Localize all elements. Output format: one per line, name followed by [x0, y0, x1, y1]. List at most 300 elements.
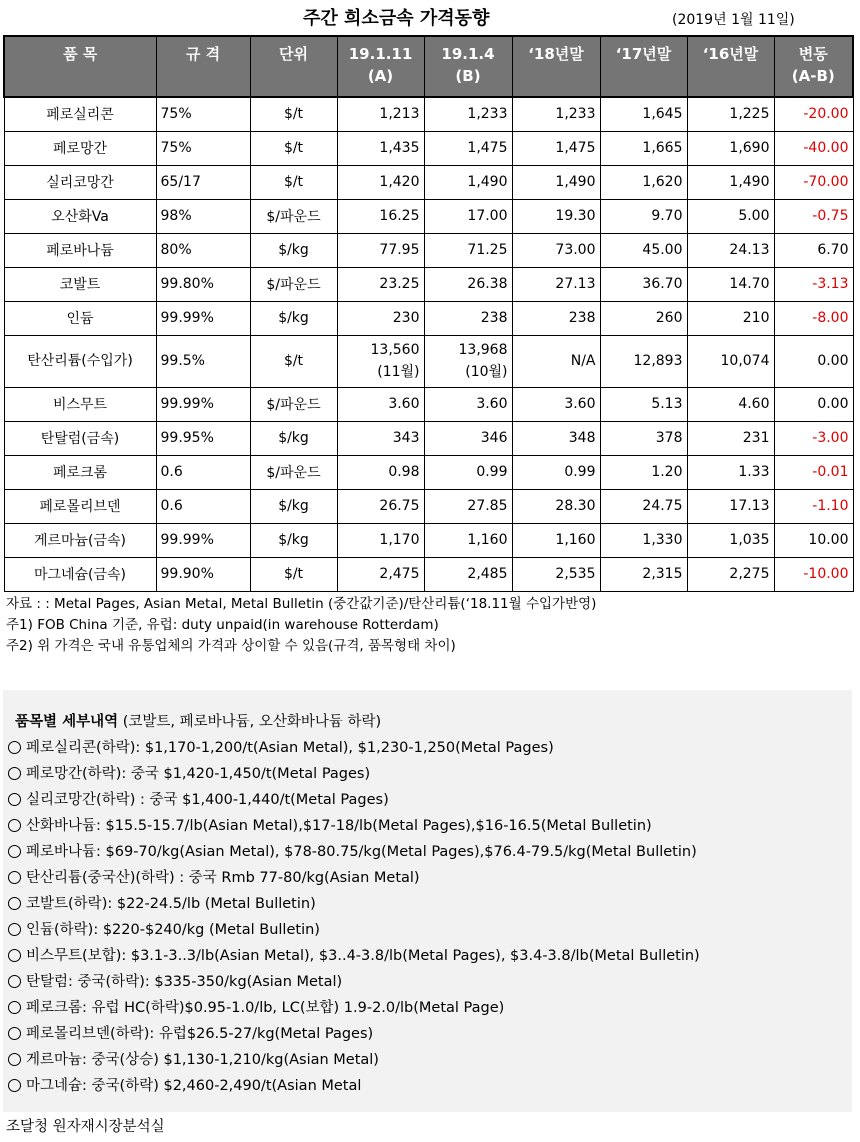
cell-price-b [424, 199, 512, 233]
cell-price-a-value: 23.25 [379, 276, 420, 292]
cell-spec [156, 455, 250, 489]
cell-price-b [424, 489, 512, 523]
cell-spec [156, 335, 250, 387]
cell-price-b-value: 1,233 [467, 106, 508, 123]
detail-item [8, 943, 700, 969]
cell-price-2016-value: 5.00 [738, 208, 770, 224]
column-header-line1: 19.1.11 [348, 45, 413, 63]
cell-item-name-value: 페로실리콘 [46, 107, 114, 124]
column-header-line1: 품 목 [63, 45, 98, 63]
cell-spec [156, 301, 250, 335]
cell-spec [156, 387, 250, 421]
cell-price-b-value: 26.38 [467, 276, 508, 292]
cell-change-value: -1.10 [812, 498, 849, 514]
cell-price-2018-value: 1,490 [555, 174, 596, 190]
cell-spec-value: 75% [160, 140, 192, 156]
cell-item-name [4, 489, 156, 523]
cell-price-2016-value: 4.60 [738, 396, 770, 412]
column-header-line2: (A) [367, 67, 394, 85]
cell-price-2018-value: 1,160 [555, 532, 596, 548]
cell-price-2018 [512, 455, 600, 489]
cell-price-2016-value: 1,490 [729, 174, 770, 190]
circle-bullet-icon [8, 1079, 21, 1092]
footer-org: 조달청 원자재시장분석실 [6, 1119, 165, 1135]
cell-price-b-value: 17.00 [467, 208, 508, 224]
cell-unit-value: $/t [283, 566, 304, 582]
detail-item [8, 969, 700, 995]
cell-change [774, 489, 853, 523]
cell-unit-value: $/파운드 [266, 465, 321, 481]
cell-spec [156, 199, 250, 233]
cell-price-2016-value: 14.70 [729, 276, 770, 292]
cell-spec-value: 99.99% [160, 310, 214, 326]
cell-price-2018-value: 0.99 [564, 464, 596, 480]
cell-spec-value: 75% [160, 106, 192, 123]
cell-price-2018 [512, 523, 600, 557]
cell-spec [156, 233, 250, 267]
cell-unit-value: $/t [283, 140, 304, 156]
cell-unit [250, 233, 337, 267]
table-row [4, 199, 853, 233]
table-row [4, 267, 853, 301]
cell-price-2017 [600, 131, 687, 165]
cell-change [774, 301, 853, 335]
cell-price-2017 [600, 301, 687, 335]
table-row [4, 131, 853, 165]
cell-item-name [4, 97, 156, 131]
cell-price-a-value: 2,475 [379, 566, 420, 582]
cell-price-2018 [512, 165, 600, 199]
cell-price-a [337, 489, 424, 523]
cell-item-name [4, 301, 156, 335]
cell-unit-value: $/kg [278, 430, 309, 446]
column-header [774, 36, 853, 97]
cell-price-b-value: 2,485 [467, 566, 508, 582]
cell-price-a [337, 233, 424, 267]
column-header [424, 36, 512, 97]
cell-change-value: -3.00 [812, 430, 849, 446]
detail-item [8, 891, 700, 917]
cell-price-2016 [687, 335, 774, 387]
column-header [687, 36, 774, 97]
circle-bullet-icon [8, 845, 21, 858]
cell-unit [250, 421, 337, 455]
cell-price-b-value: 3.60 [476, 396, 508, 412]
page-title: 주간 희소금속 가격동향 [303, 8, 490, 29]
cell-price-b-value: 1,475 [467, 140, 508, 156]
circle-bullet-icon [8, 1053, 21, 1066]
detail-list [8, 735, 700, 1099]
cell-price-a [337, 199, 424, 233]
cell-price-a [337, 267, 424, 301]
cell-price-a-value: 1,435 [379, 140, 420, 156]
cell-price-2018 [512, 421, 600, 455]
cell-spec-value: 99.90% [160, 566, 214, 582]
column-header [337, 36, 424, 97]
cell-change [774, 131, 853, 165]
cell-spec [156, 421, 250, 455]
cell-price-2018-value: 19.30 [555, 208, 596, 224]
cell-price-b [424, 301, 512, 335]
price-table [3, 35, 854, 592]
cell-spec [156, 97, 250, 131]
cell-change [774, 523, 853, 557]
column-header-line1: ‘17년말 [615, 45, 672, 63]
table-row [4, 455, 853, 489]
detail-title [15, 710, 381, 731]
cell-price-b-value: 1,160 [467, 532, 508, 548]
table-row [4, 97, 853, 131]
cell-price-2016-value: 1.33 [738, 464, 770, 480]
cell-spec-value: 98% [160, 208, 192, 224]
cell-spec [156, 557, 250, 591]
cell-price-2017 [600, 387, 687, 421]
detail-title-rest: (코발트, 페로바나듐, 오산화바나듐 하락) [118, 714, 382, 730]
cell-price-2017-value: 2,315 [642, 566, 683, 582]
cell-spec-value: 99.95% [160, 430, 214, 446]
cell-change [774, 387, 853, 421]
cell-change-value: -20.00 [803, 106, 849, 123]
cell-unit [250, 165, 337, 199]
cell-price-b [424, 131, 512, 165]
detail-item-text: 인듐(하락): $220-$240/kg (Metal Bulletin) [26, 922, 320, 938]
cell-price-b [424, 421, 512, 455]
cell-price-2016-value: 24.13 [729, 242, 770, 258]
detail-item [8, 917, 700, 943]
table-row [4, 557, 853, 591]
cell-price-2016-value: 1,690 [729, 140, 770, 156]
table-body [4, 97, 853, 591]
cell-price-2018-value: 348 [568, 430, 596, 446]
circle-bullet-icon [8, 1001, 21, 1014]
cell-change-value: 6.70 [817, 242, 849, 258]
cell-unit [250, 523, 337, 557]
cell-price-2017-value: 1,665 [642, 140, 683, 156]
cell-change [774, 233, 853, 267]
cell-price-b [424, 455, 512, 489]
cell-price-2016-value: 210 [742, 310, 770, 326]
table-row [4, 489, 853, 523]
cell-spec [156, 523, 250, 557]
table-row [4, 233, 853, 267]
cell-change-value: -0.75 [812, 208, 849, 224]
cell-change-value: -40.00 [803, 140, 849, 156]
cell-change [774, 421, 853, 455]
cell-price-2016 [687, 523, 774, 557]
detail-item [8, 1021, 700, 1047]
cell-price-a [337, 557, 424, 591]
circle-bullet-icon [8, 923, 21, 936]
cell-price-2017 [600, 523, 687, 557]
cell-price-a-value: 1,170 [379, 532, 420, 548]
cell-price-2018-value: 2,535 [555, 566, 596, 582]
cell-price-2017 [600, 455, 687, 489]
detail-item-text: 게르마늄: 중국(상승) $1,130-1,210/kg(Asian Metal) [26, 1052, 379, 1068]
detail-item [8, 761, 700, 787]
cell-price-2018 [512, 489, 600, 523]
table-row [4, 335, 853, 387]
cell-price-a [337, 523, 424, 557]
cell-unit [250, 335, 337, 387]
cell-price-2018 [512, 233, 600, 267]
cell-change [774, 199, 853, 233]
cell-change [774, 267, 853, 301]
detail-item-text: 페로크롬: 유럽 HC(하락)$0.95-1.0/lb, LC(보합) 1.9-2.0/lb(Metal Page) [26, 1000, 505, 1016]
cell-change-value: -3.13 [812, 276, 849, 292]
table-header-row [4, 36, 853, 97]
cell-price-2016-value: 10,074 [720, 353, 770, 369]
cell-item-name-value: 오산화Va [51, 209, 109, 225]
cell-spec-value: 80% [160, 242, 192, 258]
cell-price-2017-value: 378 [655, 430, 683, 446]
column-header-line1: ‘18년말 [528, 45, 584, 63]
cell-item-name-value: 실리코망간 [46, 175, 114, 191]
cell-unit [250, 489, 337, 523]
cell-change-value: -0.01 [812, 464, 849, 480]
cell-price-a-value: 13,560 [370, 342, 420, 358]
cell-item-name-value: 페로바나듐 [46, 243, 114, 259]
cell-unit [250, 97, 337, 131]
column-header-line1: 단위 [279, 45, 308, 63]
cell-item-name [4, 387, 156, 421]
cell-price-a-value: 1,213 [379, 106, 420, 123]
detail-item-text: 실리코망간(하락) : 중국 $1,400-1,440/t(Metal Pages) [26, 792, 389, 808]
cell-price-b [424, 557, 512, 591]
source-notes [6, 594, 596, 657]
cell-price-2016-value: 231 [742, 430, 770, 446]
cell-unit-value: $/kg [278, 498, 309, 514]
circle-bullet-icon [8, 793, 21, 806]
cell-price-2018 [512, 557, 600, 591]
cell-item-name [4, 523, 156, 557]
cell-price-a-value: 230 [392, 310, 420, 326]
cell-change-value: 10.00 [808, 532, 849, 548]
cell-item-name-value: 페로몰리브덴 [39, 499, 121, 515]
cell-unit [250, 455, 337, 489]
note-source: 자료 : : Metal Pages, Asian Metal, Metal Bulletin (중간값기준)/탄산리튬(‘18.11월 수입가반영) [6, 596, 597, 612]
cell-price-2018-value: 73.00 [555, 242, 596, 258]
cell-item-name-value: 탄탈럼(금속) [40, 431, 120, 447]
cell-price-a [337, 165, 424, 199]
cell-spec-value: 0.6 [160, 464, 183, 480]
cell-unit-value: $/파운드 [266, 397, 321, 413]
detail-item-text: 탄탈럼: 중국(하락): $335-350/kg(Asian Metal) [26, 974, 343, 990]
cell-spec-value: 99.5% [160, 353, 205, 369]
cell-unit-value: $/t [283, 353, 304, 369]
note-1: 주1) FOB China 기준, 유럽: duty unpaid(in warehouse Rotterdam) [6, 617, 439, 633]
cell-price-b-value: 71.25 [467, 242, 508, 258]
circle-bullet-icon [8, 897, 21, 910]
column-header [250, 36, 337, 97]
cell-price-2017-value: 260 [655, 310, 683, 326]
cell-price-2016 [687, 421, 774, 455]
detail-item-text: 탄산리튬(중국산)(하락) : 중국 Rmb 77-80/kg(Asian Metal) [26, 870, 420, 886]
cell-price-b-value: 27.85 [467, 498, 508, 514]
cell-price-b-value: 238 [480, 310, 508, 326]
cell-unit [250, 131, 337, 165]
cell-price-a [337, 97, 424, 131]
cell-unit-value: $/t [283, 174, 304, 190]
cell-price-2018-value: 27.13 [555, 276, 596, 292]
cell-item-name-value: 마그네슘(금속) [33, 567, 127, 583]
cell-spec-value: 99.80% [160, 276, 214, 292]
column-header-line2: (B) [455, 67, 481, 85]
cell-item-name-value: 게르마늄(금속) [33, 533, 127, 549]
cell-change [774, 165, 853, 199]
cell-unit [250, 267, 337, 301]
cell-spec [156, 489, 250, 523]
cell-change-value: -8.00 [812, 310, 849, 326]
detail-item [8, 865, 700, 891]
cell-price-2018 [512, 335, 600, 387]
cell-price-2016 [687, 131, 774, 165]
cell-price-2017 [600, 233, 687, 267]
cell-spec [156, 131, 250, 165]
cell-item-name [4, 233, 156, 267]
cell-item-name [4, 131, 156, 165]
cell-price-2017 [600, 557, 687, 591]
detail-item [8, 995, 700, 1021]
cell-price-2018-value: N/A [570, 353, 596, 369]
cell-price-b [424, 233, 512, 267]
cell-price-2016 [687, 455, 774, 489]
cell-item-name-value: 탄산리튬(수입가) [27, 353, 133, 369]
cell-price-2017 [600, 165, 687, 199]
cell-unit-value: $/kg [278, 532, 309, 548]
detail-item [8, 813, 700, 839]
cell-price-2017 [600, 421, 687, 455]
circle-bullet-icon [8, 819, 21, 832]
circle-bullet-icon [8, 975, 21, 988]
cell-price-2016-value: 1,225 [729, 106, 770, 123]
cell-price-a-value: 343 [392, 430, 420, 446]
detail-item-text: 페로몰리브덴(하락): 유럽$26.5-27/kg(Metal Pages) [26, 1026, 374, 1042]
cell-price-2017-value: 24.75 [642, 498, 683, 514]
cell-change-value: 0.00 [817, 396, 849, 412]
cell-price-2018 [512, 267, 600, 301]
detail-item-text: 마그네슘: 중국(하락) $2,460-2,490/t(Asian Metal [26, 1078, 362, 1094]
cell-price-2018 [512, 199, 600, 233]
cell-change-value: -10.00 [803, 566, 849, 582]
cell-price-2017 [600, 267, 687, 301]
column-header-line1: 규 격 [185, 45, 221, 63]
cell-change-value: -70.00 [803, 174, 849, 190]
cell-price-b-period: (10월) [465, 364, 508, 380]
cell-price-2017 [600, 199, 687, 233]
cell-price-2018-value: 3.60 [564, 396, 596, 412]
cell-change [774, 97, 853, 131]
cell-item-name-value: 인듐 [66, 311, 94, 327]
cell-unit [250, 387, 337, 421]
circle-bullet-icon [8, 767, 21, 780]
cell-price-b [424, 97, 512, 131]
cell-unit-value: $/t [283, 106, 304, 123]
cell-item-name [4, 199, 156, 233]
cell-price-2016 [687, 301, 774, 335]
cell-price-2018-value: 28.30 [555, 498, 596, 514]
circle-bullet-icon [8, 949, 21, 962]
cell-item-name-value: 페로크롬 [52, 465, 108, 481]
detail-item-text: 페로망간(하락): 중국 $1,420-1,450/t(Metal Pages) [26, 766, 371, 782]
detail-item-text: 비스무트(보합): $3.1-3..3/lb(Asian Metal), $3..4-3.8/lb(Metal Pages), $3.4-3.8/lb(Metal Bulletin) [26, 948, 700, 964]
note-2: 주2) 위 가격은 국내 유통업체의 가격과 상이할 수 있음(규격, 품목형태 차이) [6, 638, 456, 654]
cell-price-2016 [687, 165, 774, 199]
column-header [4, 36, 156, 97]
cell-price-2016 [687, 199, 774, 233]
cell-change [774, 557, 853, 591]
detail-item-text: 페로바나듐: $69-70/kg(Asian Metal), $78-80.75/kg(Metal Pages),$76.4-79.5/kg(Metal Bulletin) [26, 844, 697, 860]
cell-price-a [337, 131, 424, 165]
cell-price-b-value: 0.99 [476, 464, 508, 480]
column-header-line1: 변동 [798, 45, 828, 63]
cell-item-name-value: 코발트 [59, 277, 101, 293]
table-row [4, 165, 853, 199]
cell-price-b-value: 13,968 [458, 342, 508, 358]
cell-unit-value: $/파운드 [266, 277, 321, 293]
cell-price-2017 [600, 335, 687, 387]
cell-price-2017 [600, 97, 687, 131]
cell-price-2018 [512, 131, 600, 165]
cell-price-2016-value: 17.13 [729, 498, 770, 514]
circle-bullet-icon [8, 741, 21, 754]
cell-price-2017-value: 45.00 [642, 242, 683, 258]
cell-price-2017-value: 1,330 [642, 532, 683, 548]
cell-price-2017-value: 9.70 [651, 208, 683, 224]
column-header [600, 36, 687, 97]
cell-price-a [337, 455, 424, 489]
cell-item-name-value: 페로망간 [52, 141, 108, 157]
cell-price-2016 [687, 557, 774, 591]
cell-unit [250, 301, 337, 335]
cell-price-2018 [512, 387, 600, 421]
cell-price-2017-value: 1,620 [642, 174, 683, 190]
column-header [512, 36, 600, 97]
table-row [4, 387, 853, 421]
cell-price-a-value: 3.60 [388, 396, 420, 412]
detail-item [8, 787, 700, 813]
cell-price-2018 [512, 301, 600, 335]
cell-price-2016 [687, 267, 774, 301]
cell-price-a [337, 335, 424, 387]
cell-item-name [4, 557, 156, 591]
cell-price-2017-value: 1,645 [642, 106, 683, 123]
cell-price-2018-value: 1,475 [555, 140, 596, 156]
cell-unit-value: $/kg [278, 242, 309, 258]
cell-price-b-value: 346 [480, 430, 508, 446]
cell-price-2017-value: 12,893 [633, 353, 683, 369]
cell-price-a-value: 16.25 [379, 208, 420, 224]
cell-spec-value: 99.99% [160, 532, 214, 548]
cell-item-name [4, 267, 156, 301]
cell-price-a-value: 0.98 [388, 464, 420, 480]
cell-price-2016 [687, 489, 774, 523]
cell-item-name [4, 421, 156, 455]
column-header-line1: ‘16년말 [702, 45, 759, 63]
cell-price-2016 [687, 97, 774, 131]
cell-spec [156, 267, 250, 301]
detail-item [8, 1047, 700, 1073]
cell-price-a-value: 77.95 [379, 242, 420, 258]
cell-price-2016-value: 2,275 [729, 566, 770, 582]
cell-item-name [4, 335, 156, 387]
cell-price-2016 [687, 387, 774, 421]
cell-price-2016 [687, 233, 774, 267]
detail-item-text: 페로실리콘(하락): $1,170-1,200/t(Asian Metal), $1,230-1,250(Metal Pages) [26, 740, 554, 756]
cell-spec-value: 65/17 [160, 174, 201, 190]
table-row [4, 523, 853, 557]
detail-item-text: 코발트(하락): $22-24.5/lb (Metal Bulletin) [26, 896, 316, 912]
detail-item [8, 735, 700, 761]
